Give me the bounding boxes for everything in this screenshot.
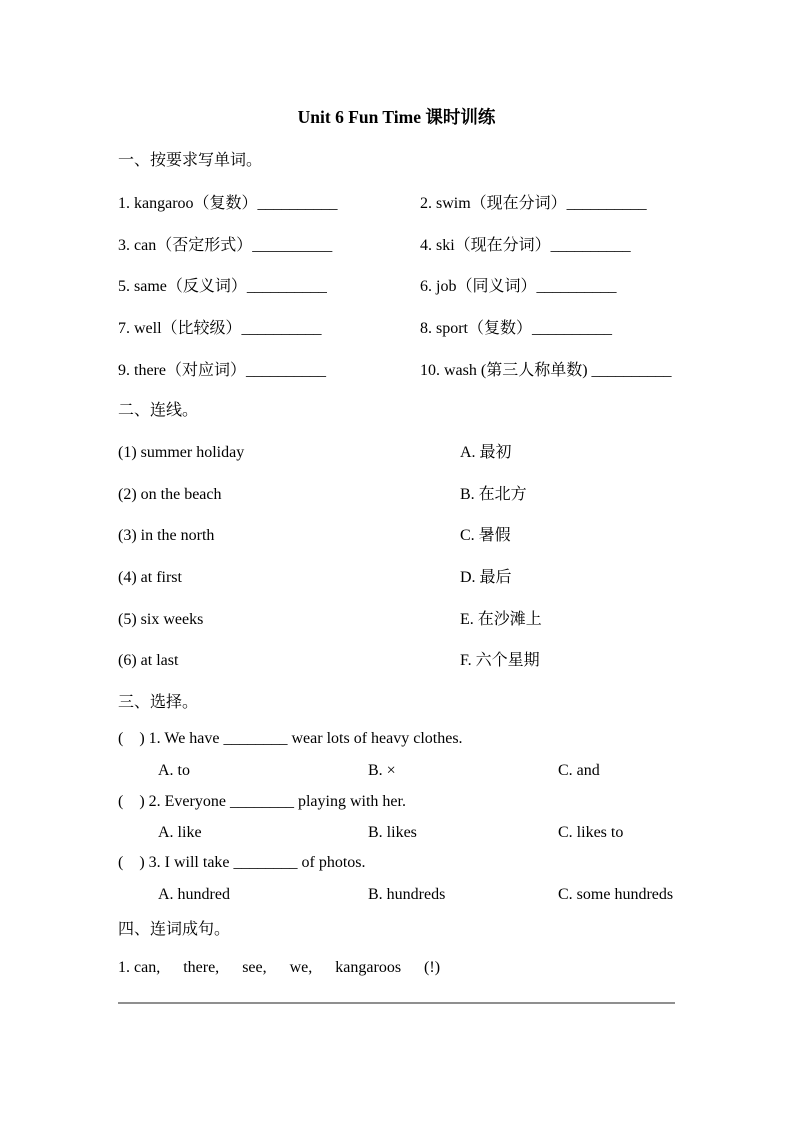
word-row-3 — [118, 276, 773, 297]
question-stem-2: ( ) 2. Everyone ________ playing with her. — [118, 793, 406, 810]
word-item-9: 9. there（对应词）__________ — [118, 362, 326, 379]
match-right-e: E. 在沙滩上 — [460, 611, 542, 628]
word-item-7: 7. well（比较级）__________ — [118, 320, 322, 337]
question-stem-3: ( ) 3. I will take ________ of photos. — [118, 854, 366, 871]
match-left-1: (1) summer holiday — [118, 444, 245, 461]
word-row-5 — [118, 360, 773, 381]
word-row-4 — [118, 318, 773, 339]
match-row-6 — [118, 650, 773, 671]
worksheet-title: Unit 6 Fun Time 课时训练 — [297, 107, 496, 127]
option-2b: B. likes — [368, 824, 417, 841]
scramble-word-6: (!) — [424, 959, 441, 976]
match-right-f: F. 六个星期 — [460, 652, 540, 669]
option-2c: C. likes to — [558, 824, 624, 841]
scramble-word-5: kangaroos — [335, 959, 402, 976]
match-right-a: A. 最初 — [460, 444, 512, 461]
match-left-3: (3) in the north — [118, 527, 215, 544]
word-row-1 — [118, 193, 773, 214]
match-left-2: (2) on the beach — [118, 486, 222, 503]
section-four-header: 四、连词成句。 — [118, 921, 231, 938]
option-1b: B. × — [368, 762, 396, 779]
option-3a: A. hundred — [158, 886, 230, 903]
match-left-6: (6) at last — [118, 652, 179, 669]
word-item-10: 10. wash (第三人称单数) __________ — [420, 362, 672, 379]
match-row-4 — [118, 567, 773, 588]
match-right-b: B. 在北方 — [460, 486, 527, 503]
word-item-1: 1. kangaroo（复数）__________ — [118, 195, 338, 212]
match-left-4: (4) at first — [118, 569, 182, 586]
option-1a: A. to — [158, 762, 190, 779]
scramble-word-3: see, — [242, 959, 267, 976]
word-item-5: 5. same（反义词）__________ — [118, 278, 327, 295]
options-row-2 — [118, 822, 773, 843]
options-row-1 — [118, 760, 773, 781]
match-row-2 — [118, 484, 773, 505]
word-item-4: 4. ski（现在分词）__________ — [420, 237, 631, 254]
word-item-3: 3. can（否定形式）__________ — [118, 237, 333, 254]
answer-blank-line — [118, 1002, 675, 1004]
options-row-3 — [118, 884, 773, 905]
word-row-2 — [118, 235, 773, 256]
option-3b: B. hundreds — [368, 886, 446, 903]
match-right-c: C. 暑假 — [460, 527, 511, 544]
match-row-5 — [118, 609, 773, 630]
word-item-8: 8. sport（复数）__________ — [420, 320, 613, 337]
match-right-d: D. 最后 — [460, 569, 512, 586]
word-item-2: 2. swim（现在分词）__________ — [420, 195, 647, 212]
scramble-word-4: we, — [289, 959, 313, 976]
scramble-sentence-row — [118, 957, 773, 978]
section-three-header: 三、选择。 — [118, 694, 199, 711]
match-left-5: (5) six weeks — [118, 611, 204, 628]
option-2a: A. like — [158, 824, 202, 841]
match-row-1 — [118, 442, 773, 463]
word-item-6: 6. job（同义词）__________ — [420, 278, 617, 295]
scramble-word-1: 1. can, — [118, 959, 161, 976]
match-row-3 — [118, 525, 773, 546]
section-one-header: 一、按要求写单词。 — [118, 152, 263, 169]
question-stem-1: ( ) 1. We have ________ wear lots of heavy clothes. — [118, 730, 463, 747]
option-3c: C. some hundreds — [558, 886, 674, 903]
option-1c: C. and — [558, 762, 600, 779]
scramble-word-2: there, — [183, 959, 220, 976]
section-two-header: 二、连线。 — [118, 402, 199, 419]
